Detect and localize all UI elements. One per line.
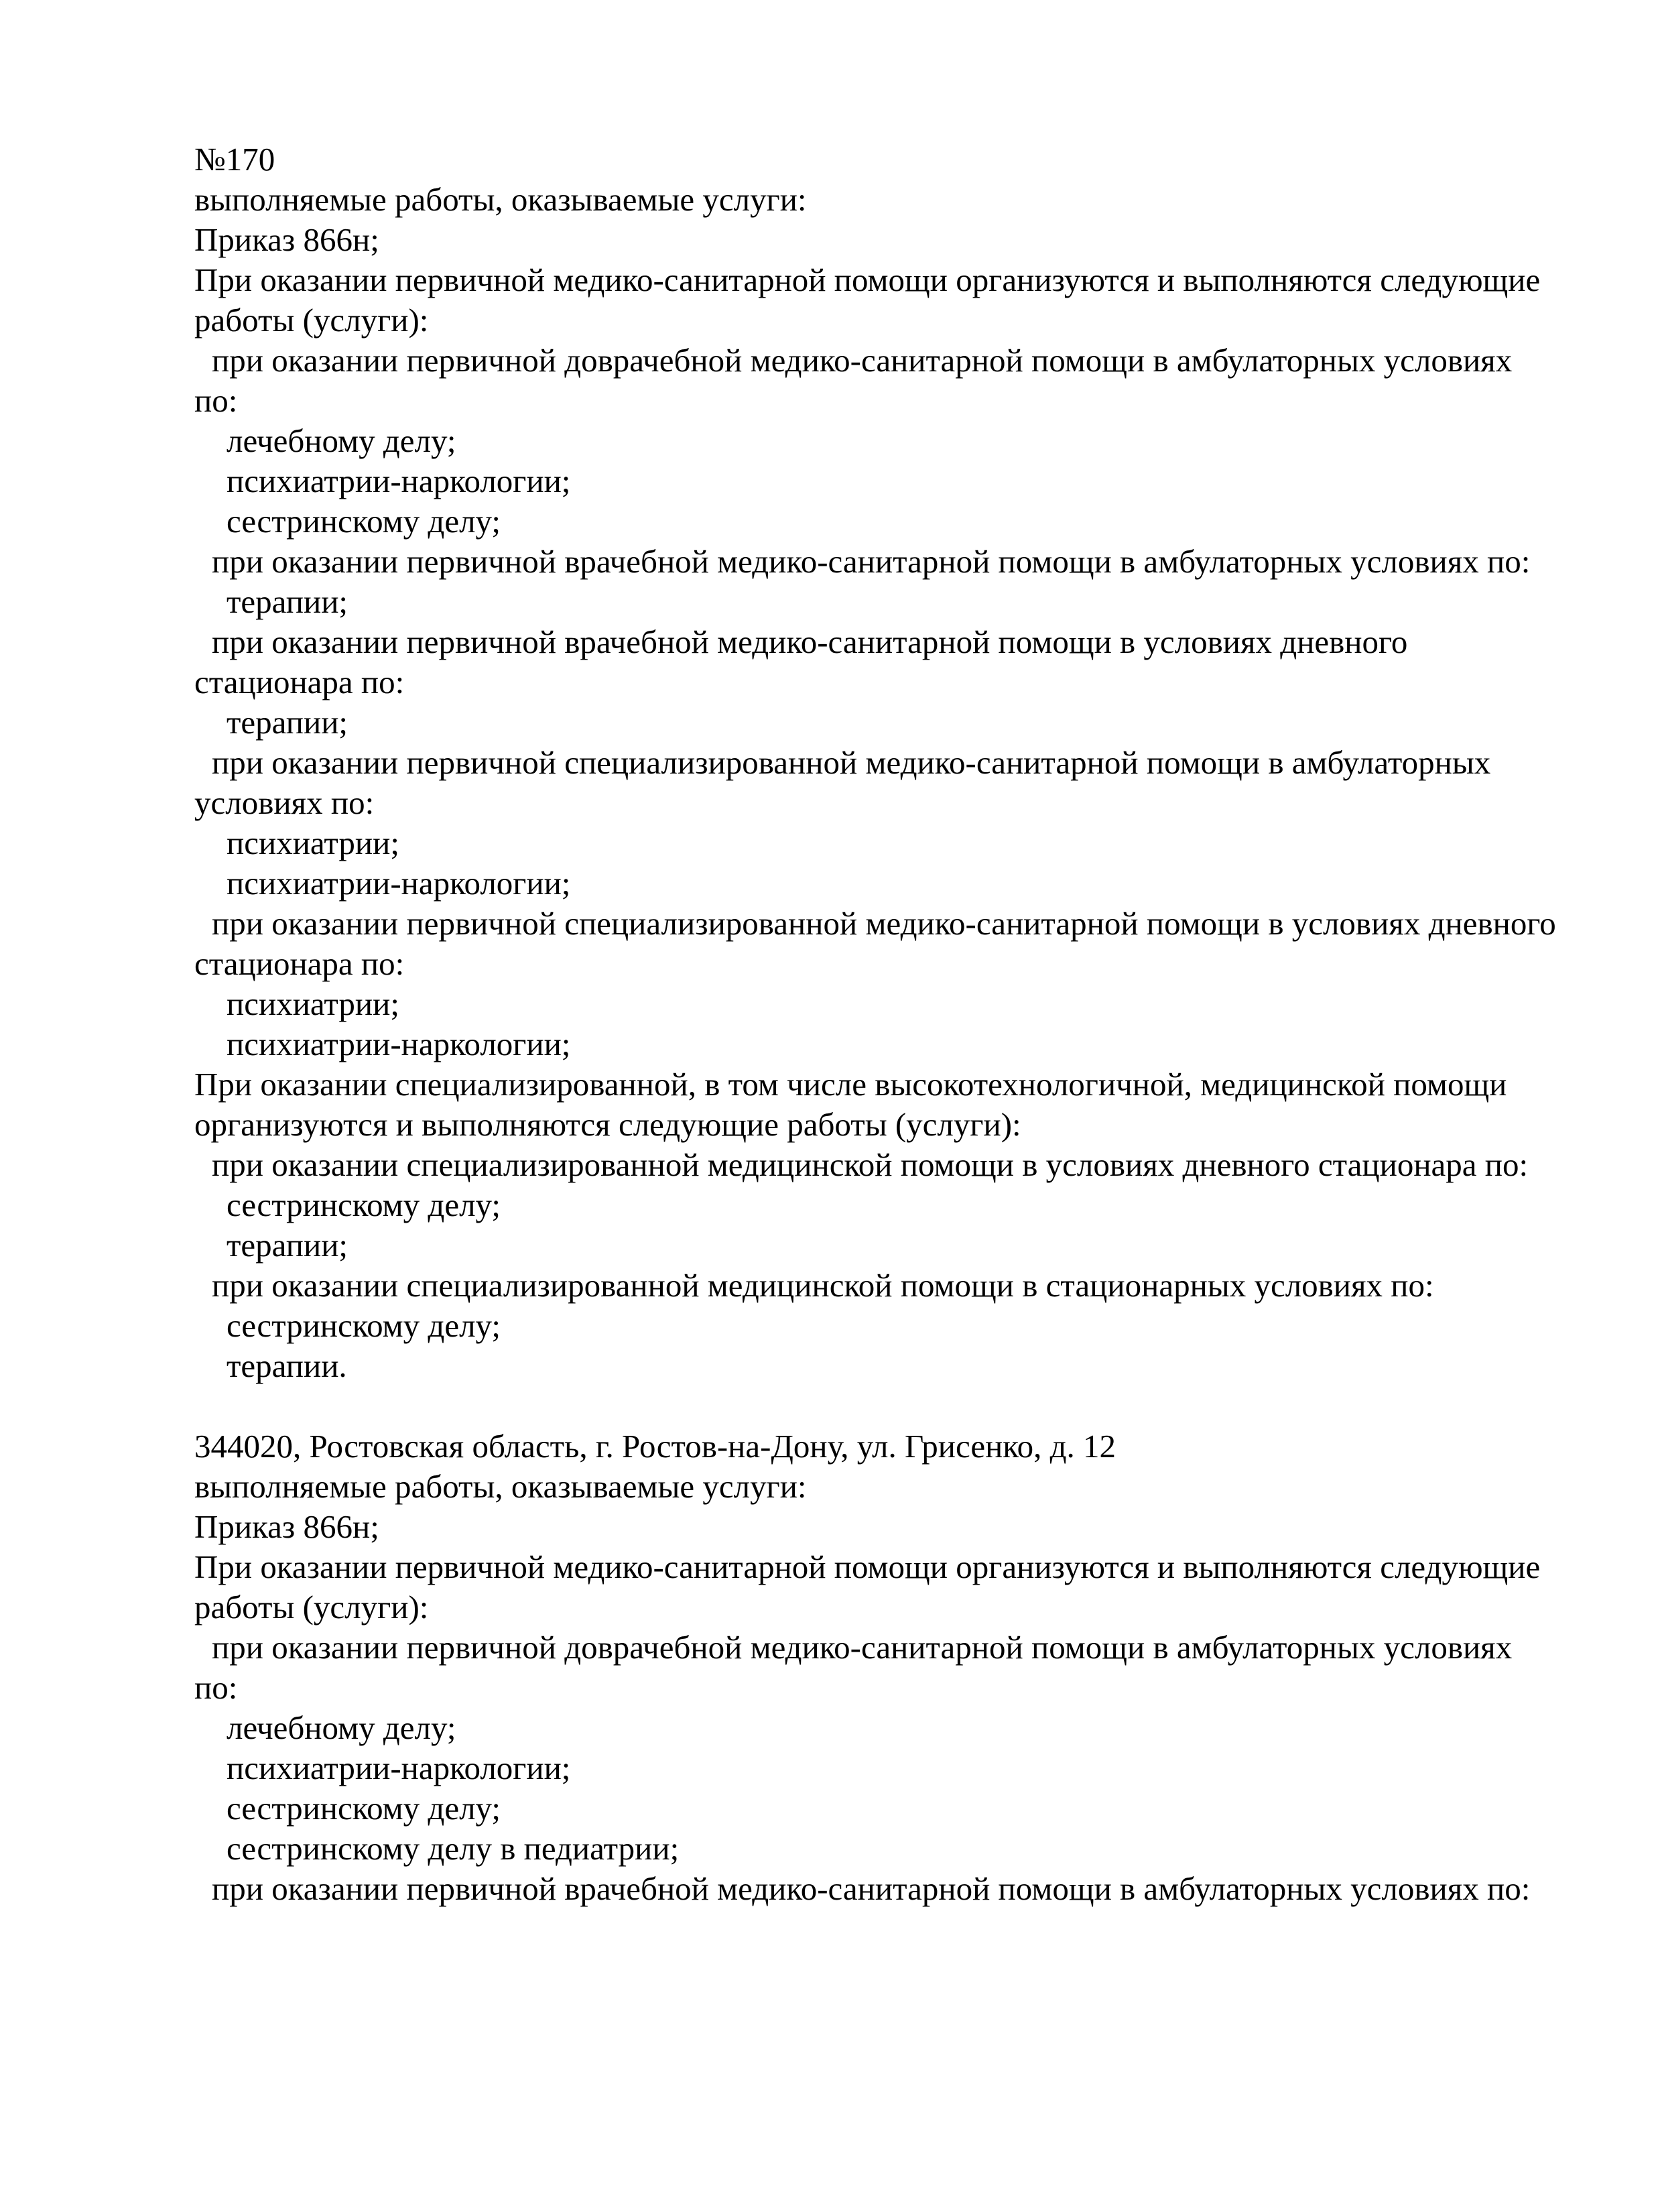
document-line: При оказании первичной медико-санитарной помощи организуются и выполняются следующие xyxy=(194,1548,1541,1585)
document-line: терапии; xyxy=(227,1227,348,1264)
document-line: работы (услуги): xyxy=(194,1589,429,1625)
document-line: при оказании специализированной медицинской помощи в стационарных условиях по: xyxy=(212,1267,1434,1304)
document-line: организуются и выполняются следующие работы (услуги): xyxy=(194,1106,1021,1143)
document-line: сестринскому делу; xyxy=(227,1307,501,1344)
document-line: Приказ 866н; xyxy=(194,221,379,258)
document-line: терапии. xyxy=(227,1347,347,1384)
document-line: работы (услуги): xyxy=(194,302,429,339)
document-line: психиатрии; xyxy=(227,824,399,861)
document-line: терапии; xyxy=(227,704,348,741)
document-text xyxy=(194,139,1556,1909)
document-line: психиатрии-наркологии; xyxy=(227,463,571,499)
document-line: при оказании первичной врачебной медико-санитарной помощи в амбулаторных условиях по: xyxy=(212,543,1531,580)
document-line xyxy=(194,1386,1528,1426)
document-line: сестринскому делу; xyxy=(227,1790,501,1827)
document-line: сестринскому делу; xyxy=(227,503,501,540)
document-line: по: xyxy=(194,1669,238,1706)
document-line: терапии; xyxy=(227,583,348,620)
document-line: выполняемые работы, оказываемые услуги: xyxy=(194,1468,807,1505)
document-line: психиатрии; xyxy=(227,985,399,1022)
document-line: стационара по: xyxy=(194,945,405,982)
document-line: Приказ 866н; xyxy=(194,1508,379,1545)
document-line: при оказании специализированной медицинской помощи в условиях дневного стационара по: xyxy=(212,1146,1529,1183)
document-line: психиатрии-наркологии; xyxy=(227,865,571,902)
document-line: при оказании первичной доврачебной медико-санитарной помощи в амбулаторных условиях xyxy=(212,342,1513,379)
document-line: при оказании первичной доврачебной медико-санитарной помощи в амбулаторных условиях xyxy=(212,1629,1513,1666)
document-line: №170 xyxy=(194,141,275,178)
document-line: психиатрии-наркологии; xyxy=(227,1026,571,1062)
document-line: стационара по: xyxy=(194,664,405,700)
document-line: При оказании первичной медико-санитарной помощи организуются и выполняются следующие xyxy=(194,261,1541,298)
document-line: При оказании специализированной, в том числе высокотехнологичной, медицинской помощи xyxy=(194,1066,1507,1103)
document-line: лечебному делу; xyxy=(227,422,456,459)
document-line: лечебному делу; xyxy=(227,1709,456,1746)
document-line: при оказании первичной специализированной медико-санитарной помощи в амбулаторных xyxy=(212,744,1491,781)
document-line: условиях по: xyxy=(194,784,375,821)
document-line: сестринскому делу в педиатрии; xyxy=(227,1830,680,1867)
document-line: при оказании первичной врачебной медико-санитарной помощи в амбулаторных условиях по: xyxy=(212,1870,1531,1907)
document-line: выполняемые работы, оказываемые услуги: xyxy=(194,181,807,218)
document-line: психиатрии-наркологии; xyxy=(227,1749,571,1786)
document-line: сестринскому делу; xyxy=(227,1186,501,1223)
document-line: при оказании первичной специализированной медико-санитарной помощи в условиях дневного xyxy=(212,905,1556,942)
document-line: по: xyxy=(194,382,238,419)
document-line: 344020, Ростовская область, г. Ростов-на-Дону, ул. Грисенко, д. 12 xyxy=(194,1428,1116,1465)
document-line: при оказании первичной врачебной медико-санитарной помощи в условиях дневного xyxy=(212,623,1408,660)
